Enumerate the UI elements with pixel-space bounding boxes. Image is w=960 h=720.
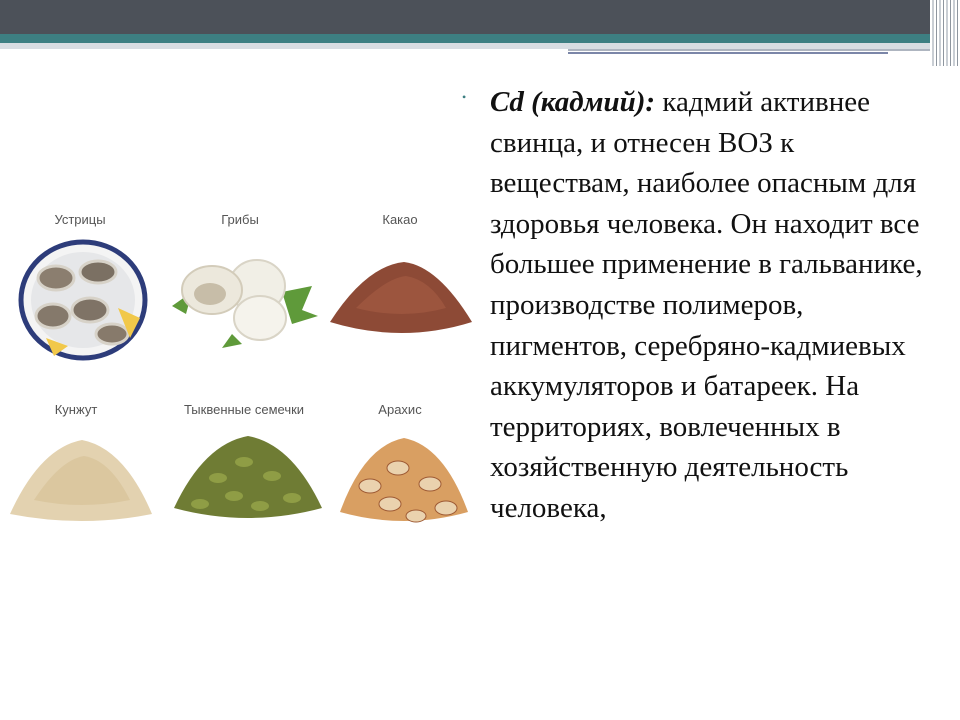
header-rule (568, 49, 960, 51)
food-label-pumpkin-seeds: Тыквенные семечки (183, 402, 305, 417)
content-lead: Cd (кадмий): (490, 86, 656, 118)
food-label-sesame: Кунжут (54, 402, 98, 417)
header-accent-band (0, 34, 960, 43)
oysters-icon (18, 238, 148, 363)
cocoa-powder-icon (326, 252, 476, 342)
peanuts-icon (334, 428, 474, 532)
header-rule-secondary (568, 52, 888, 54)
header-band (0, 0, 960, 34)
mushrooms-icon (162, 244, 322, 354)
content-body: кадмий активнее свинца, и отнесен ВОЗ к веществам, наиболее опасным для здоровья человека. Он находит все большее применение в гальванике, производстве полимеров, пигментов, серебряно-кадмиевых аккумуляторов и батареек. На территориях, вовлеченных в хозяйственную деятельность человека, (490, 86, 923, 524)
food-label-cocoa: Какао (382, 212, 418, 227)
food-label-oysters: Устрицы (54, 212, 106, 227)
pumpkin-seeds-icon (168, 426, 328, 530)
sesame-icon (6, 428, 156, 528)
bullet-icon: • (462, 90, 467, 104)
food-label-mushrooms: Грибы (221, 212, 259, 227)
content-paragraph (490, 82, 940, 529)
food-label-peanuts: Арахис (378, 402, 422, 417)
header-stripes-decoration (930, 0, 960, 66)
